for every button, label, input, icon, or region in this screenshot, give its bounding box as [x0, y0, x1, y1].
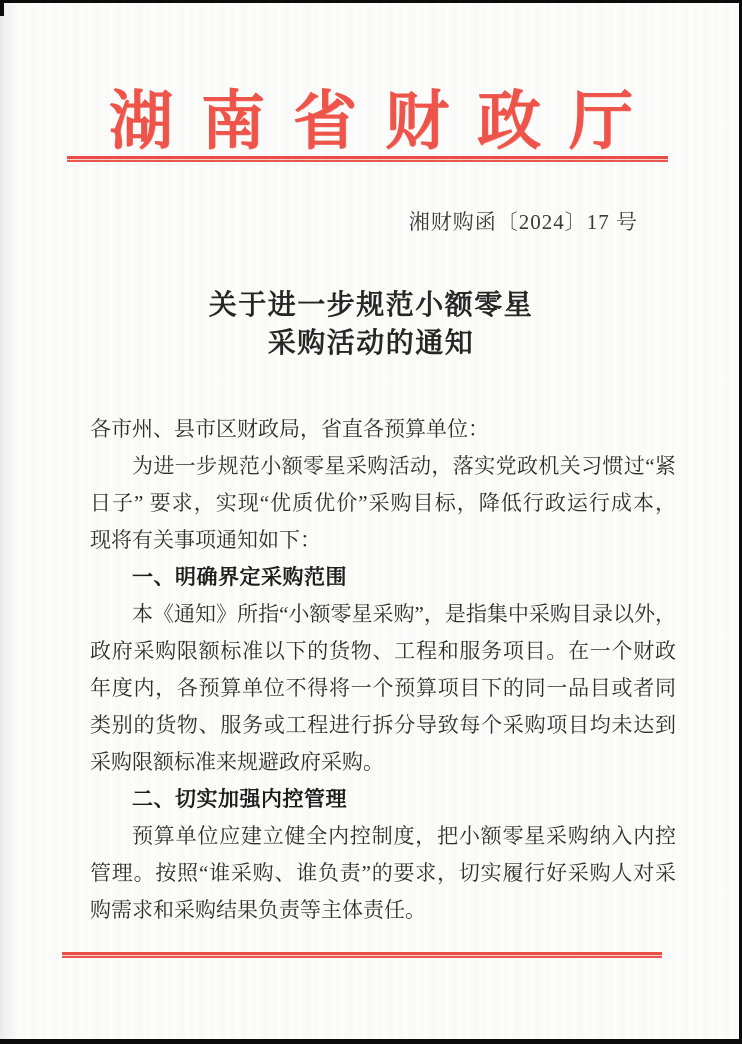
document-reference-number: 湘财购函〔2024〕17 号 — [408, 210, 638, 234]
body-line: 现将有关事项通知如下： — [90, 528, 321, 552]
document-body — [90, 411, 676, 929]
document-title-line2: 采购活动的通知 — [267, 328, 475, 359]
section-heading-2: 二、切实加强内控管理 — [132, 787, 347, 811]
body-line: 管理。按照“谁采购、谁负责”的要求，切实履行好采购人对采 — [90, 861, 676, 885]
body-line: 年度内，各预算单位不得将一个预算项目下的同一品目或者同 — [90, 676, 676, 700]
section-heading-1: 一、明确界定采购范围 — [132, 565, 347, 589]
footer-red-rule — [62, 952, 662, 958]
body-line: 预算单位应建立健全内控制度，把小额零星采购纳入内控 — [132, 824, 676, 848]
scan-edge-bottom — [0, 1039, 742, 1044]
body-line: 类别的货物、服务或工程进行拆分导致每个采购项目均未达到 — [90, 713, 676, 737]
body-line: 日子” 要求，实现“优质优价”采购目标，降低行政运行成本， — [90, 491, 676, 515]
salutation-line: 各市州、县市区财政局，省直各预算单位： — [90, 417, 489, 441]
body-line: 购需求和采购结果负责等主体责任。 — [90, 898, 426, 922]
body-line: 本《通知》所指“小额零星采购”，是指集中采购目录以外， — [132, 602, 676, 626]
agency-header-title: 湖南省财政厅 — [109, 86, 661, 157]
scan-edge-top — [0, 0, 742, 3]
header-red-rule — [67, 156, 668, 162]
document-title-line1: 关于进一步规范小额零星 — [208, 290, 534, 321]
body-line: 政府采购限额标准以下的货物、工程和服务项目。在一个财政 — [90, 639, 676, 663]
body-line: 采购限额标准来规避政府采购。 — [90, 750, 384, 774]
scan-edge-left-notch — [0, 0, 4, 16]
document-title — [0, 287, 742, 363]
body-line: 为进一步规范小额零星采购活动，落实党政机关习惯过“紧 — [132, 454, 676, 478]
